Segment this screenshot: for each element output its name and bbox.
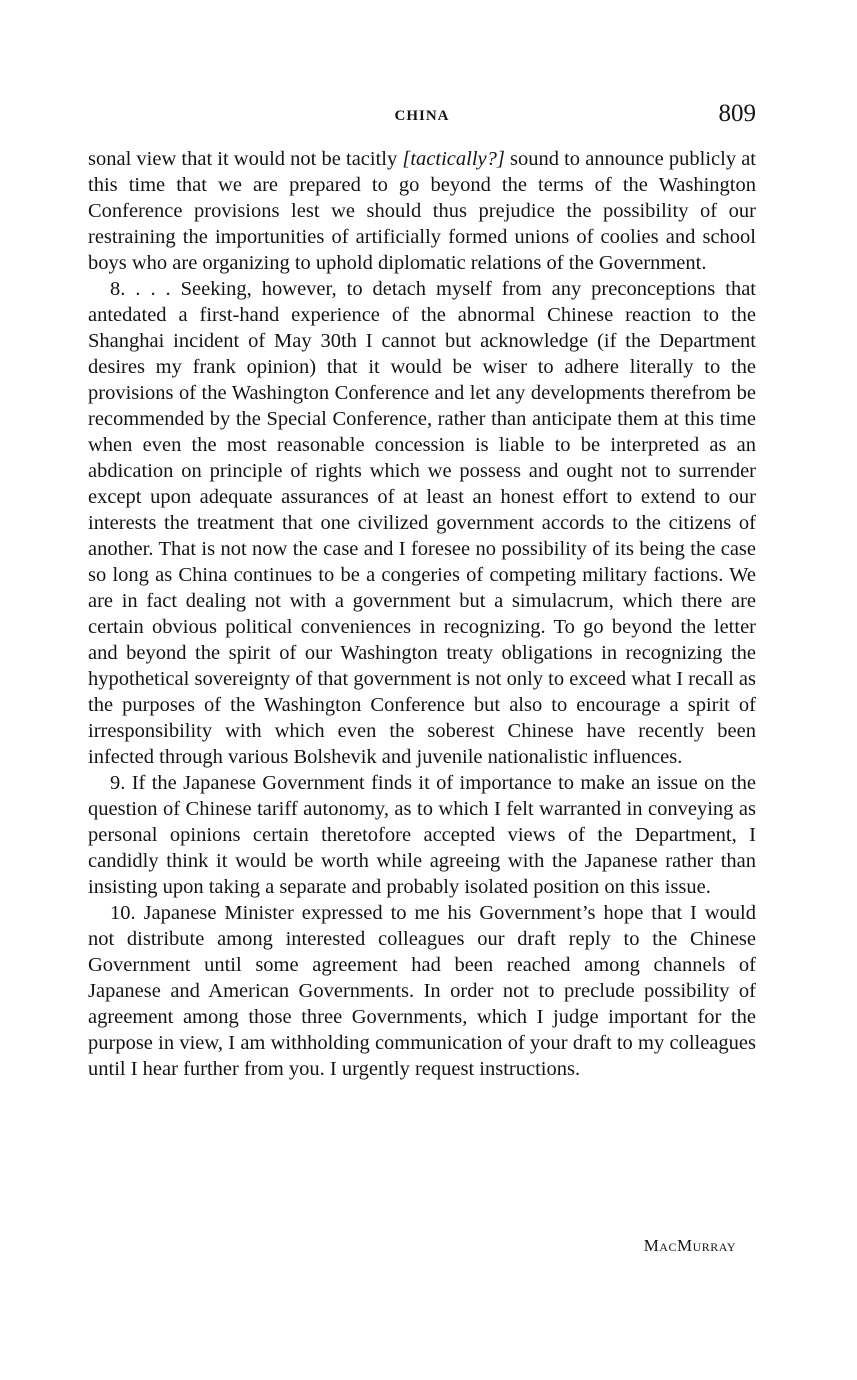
- paragraph-8: [88, 276, 756, 770]
- paragraph-10: [88, 900, 756, 1082]
- text-segment: 8. . . . Seeking, however, to detach myself from any preconceptions that antedated a first-hand experience of the abnormal Chinese reaction to the Shanghai incident of May 30th I cannot but acknowledge (if the Department desires my frank opinion) that it would be wiser to adhere literally to the provisions of the Washington Conference and let any developments therefrom be recommended by the Special Conference, rather than anticipate them at this time when even the most reasonable concession is liable to be interpreted as an abdication on principle of rights which we possess and ought not to surrender except upon adequate assurances of at least an honest effort to extend to our interests the treatment that one civilized government accords to the citizens of another. That is not now the case and I foresee no possibility of its being the case so long as China continues to be a congeries of competing military factions. We are in fact dealing not with a government but a simulacrum, which there are certain obvious political conveniences in recognizing. To go beyond the letter and beyond the spirit of our Washington treaty obligations in recognizing the hypothetical sovereignty of that government is not only to exceed what I recall as the purposes of the Washington Conference but also to encourage a spirit of irresponsibility with which even the soberest Chinese have recently been infected through various Bolshevik and juvenile nationalistic influences.: [88, 278, 756, 768]
- italic-insertion: [tactically?]: [402, 148, 505, 170]
- text-segment: 9. If the Japanese Government finds it of importance to make an issue on the question of Chinese tariff autonomy, as to which I felt warranted in conveying as personal opinions certain theretofore accepted views of the Department, I candidly think it would be worth while agreeing with the Japanese rather than insisting upon taking a separate and probably isolated position on this issue.: [88, 772, 756, 898]
- text-segment: sonal view that it would not be tacitly: [88, 148, 403, 170]
- page-number: 809: [718, 100, 756, 127]
- paragraph-continued: [88, 146, 756, 276]
- running-title: CHINA: [394, 108, 450, 124]
- page-header: [88, 100, 756, 134]
- signature: MacMurray: [643, 1236, 736, 1255]
- body-text: [88, 146, 756, 1082]
- text-segment: sound to announce publicly at this time that we are prepared to go beyond the terms of the Washington Conference provisions lest we should thus prejudice the possibility of our restraining the importunities of artificially formed unions of coolies and school boys who are organizing to uphold diplomatic relations of the Government.: [88, 148, 756, 274]
- paragraph-9: [88, 770, 756, 900]
- text-segment: 10. Japanese Minister expressed to me his Government’s hope that I would not distribute among interested colleagues our draft reply to the Chinese Government until some agreement had been reached among channels of Japanese and American Governments. In order not to preclude possibility of agreement among those three Governments, which I judge important for the purpose in view, I am withholding communication of your draft to my colleagues until I hear further from you. I urgently request instructions.: [88, 902, 756, 1080]
